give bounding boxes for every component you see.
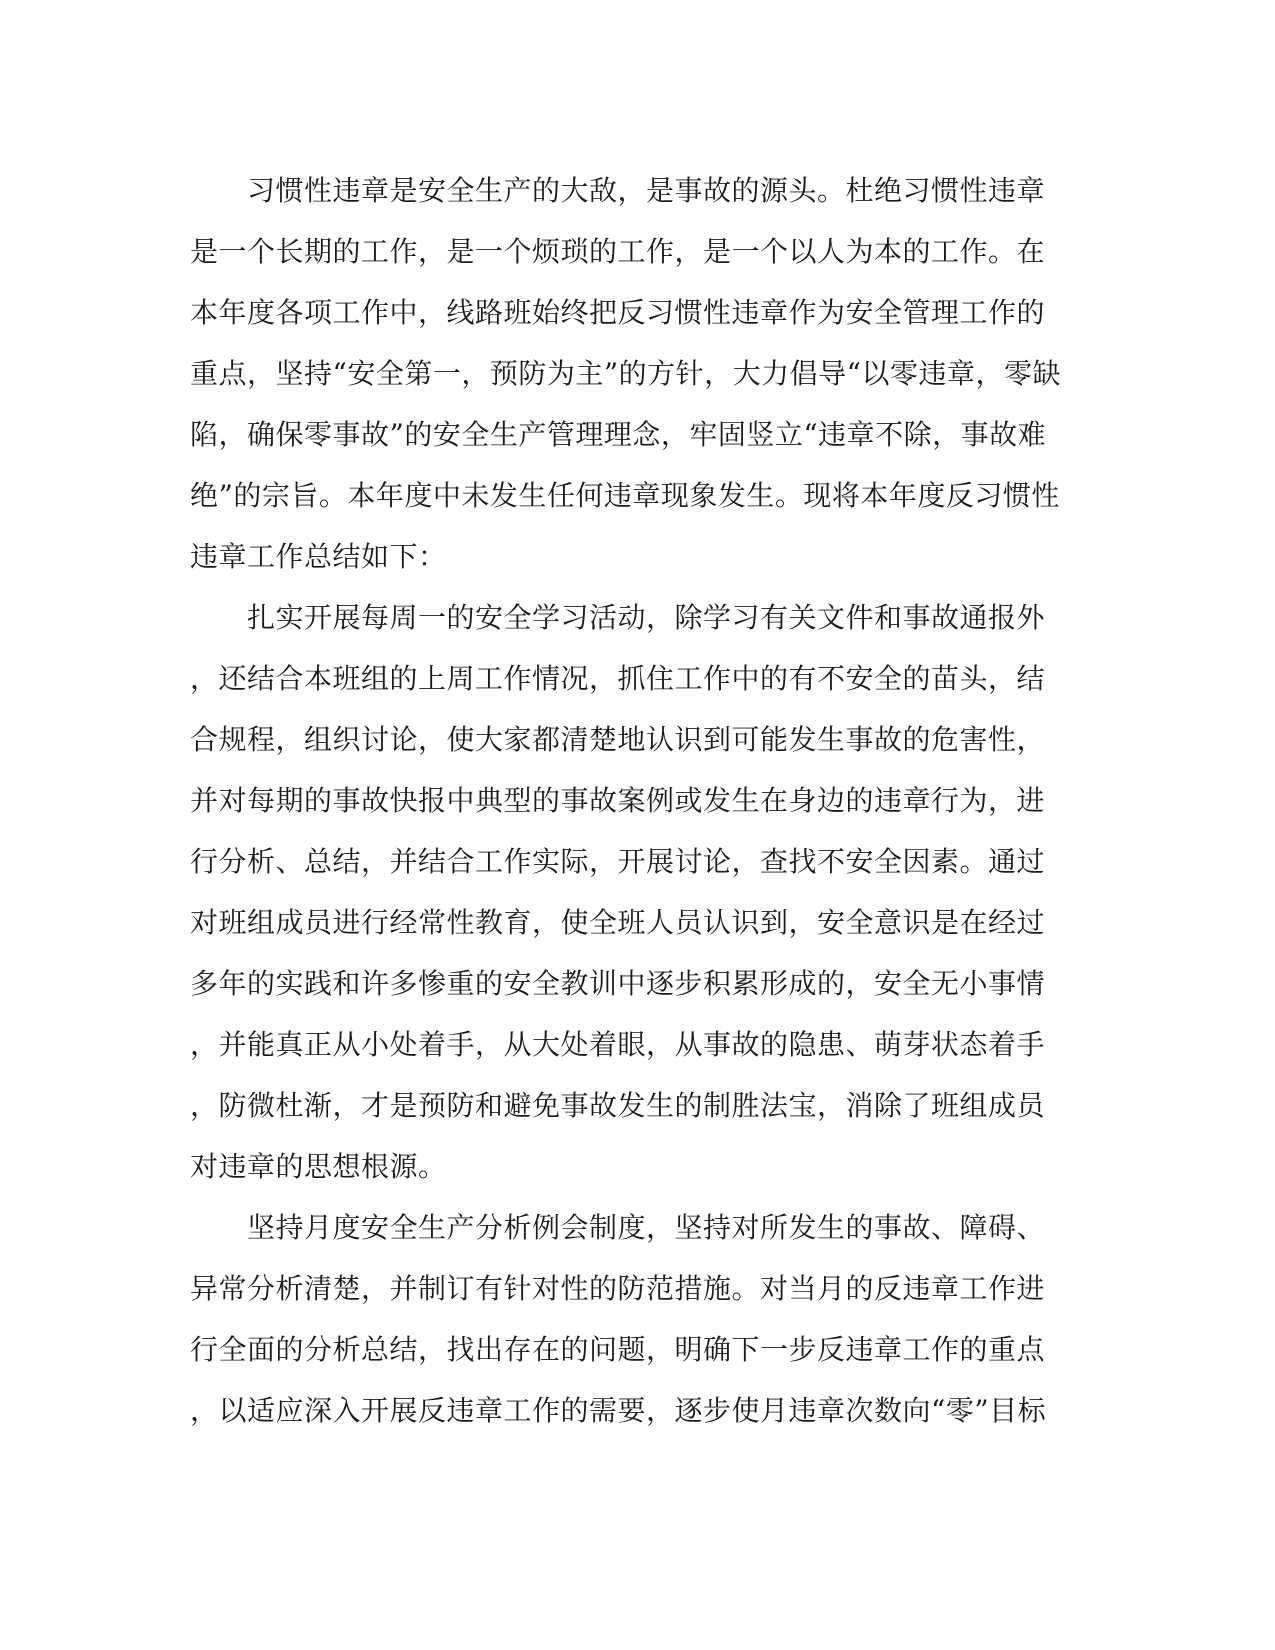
text-line: 行分析、总结，并结合工作实际，开展讨论，查找不安全因素。通过 <box>190 845 1046 878</box>
text-line: 合规程，组织讨论，使大家都清楚地认识到可能发生事故的危害性， <box>190 723 1046 756</box>
text-line: 对班组成员进行经常性教育，使全班人员认识到，安全意识是在经过 <box>190 906 1046 939</box>
text-line: 绝”的宗旨。本年度中未发生任何违章现象发生。现将本年度反习惯性 <box>190 479 1060 512</box>
text-line: 并对每期的事故快报中典型的事故案例或发生在身边的违章行为，进 <box>190 784 1046 817</box>
text-line: ，防微杜渐，才是预防和避免事故发生的制胜法宝，消除了班组成员 <box>190 1089 1046 1122</box>
text-line: ，还结合本班组的上周工作情况，抓住工作中的有不安全的苗头，结 <box>190 662 1046 695</box>
text-line: 扎实开展每周一的安全学习活动，除学习有关文件和事故通报外 <box>190 601 1046 634</box>
text-line: 异常分析清楚，并制订有针对性的防范措施。对当月的反违章工作进 <box>190 1272 1046 1305</box>
text-line: ，并能真正从小处着手，从大处着眼，从事故的隐患、萌芽状态着手 <box>190 1028 1046 1061</box>
text-line: 多年的实践和许多惨重的安全教训中逐步积累形成的，安全无小事情 <box>190 967 1046 1000</box>
text-line: 重点，坚持“安全第一，预防为主”的方针，大力倡导“以零违章，零缺 <box>190 357 1061 390</box>
text-line: 本年度各项工作中，线路班始终把反习惯性违章作为安全管理工作的 <box>190 296 1046 329</box>
text-line: 陷，确保零事故”的安全生产管理理念，牢固竖立“违章不除，事故难 <box>190 418 1047 451</box>
document-body <box>190 160 1085 1441</box>
text-line: 是一个长期的工作，是一个烦琐的工作，是一个以人为本的工作。在 <box>190 235 1046 268</box>
text-line: 行全面的分析总结，找出存在的问题，明确下一步反违章工作的重点 <box>190 1333 1046 1366</box>
text-line: 对违章的思想根源。 <box>190 1150 447 1183</box>
text-line: 习惯性违章是安全生产的大敌，是事故的源头。杜绝习惯性违章 <box>190 174 1046 207</box>
text-line: ，以适应深入开展反违章工作的需要，逐步使月违章次数向“零”目标 <box>190 1394 1047 1427</box>
text-line: 违章工作总结如下： <box>190 540 447 573</box>
text-line: 坚持月度安全生产分析例会制度，坚持对所发生的事故、障碍、 <box>190 1211 1046 1244</box>
